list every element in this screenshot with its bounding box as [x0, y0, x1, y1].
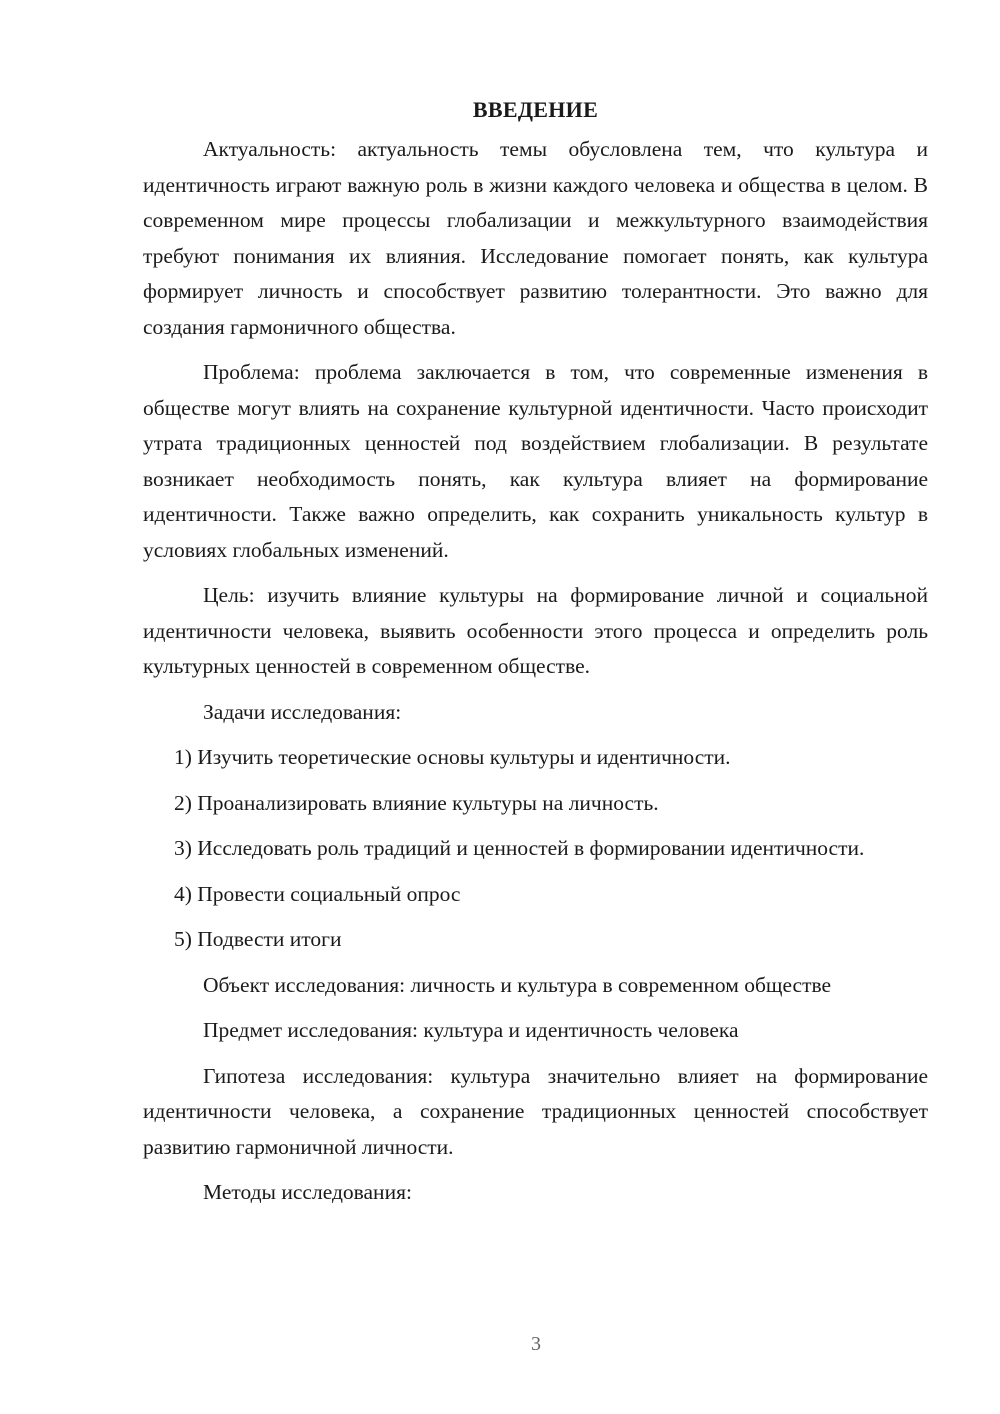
task-item-4: 4) Провести социальный опрос: [174, 881, 461, 906]
document-page: [143, 92, 928, 1221]
tasks-heading: Задачи исследования:: [203, 699, 402, 724]
task-item-2: 2) Проанализировать влияние культуры на личность.: [174, 790, 659, 815]
task-item-3: 3) Исследовать роль традиций и ценностей в формировании идентичности.: [174, 836, 865, 860]
task-item-1: 1) Изучить теоретические основы культуры и идентичности.: [174, 745, 731, 769]
relevance-paragraph: Актуальность: актуальность темы обусловлена тем, что культура и идентичность играют важную роль в жизни каждого человека и общества в целом. В современном мире процессы глобализации и межкультурного взаимодействия требуют понимания их влияния. Исследование помогает понять, как культура формирует личность и способствует развитию толерантности. Это важно для создания гармоничного общества.: [143, 137, 928, 339]
page-number: 3: [531, 1333, 541, 1355]
goal-paragraph: Цель: изучить влияние культуры на формирование личной и социальной идентичности человека, выявить особенности этого процесса и определить роль культурных ценностей в современном обществе.: [143, 583, 928, 678]
hypothesis-paragraph: Гипотеза исследования: культура значительно влияет на формирование идентичности человека, а сохранение традиционных ценностей способствует развитию гармоничной личности.: [143, 1063, 928, 1159]
task-item-5: 5) Подвести итоги: [174, 927, 342, 951]
section-title: ВВЕДЕНИЕ: [472, 97, 599, 122]
tasks-list: [143, 740, 928, 958]
subject-paragraph: Предмет исследования: культура и идентичность человека: [203, 1018, 739, 1042]
methods-heading: Методы исследования:: [203, 1180, 412, 1204]
problem-paragraph: Проблема: проблема заключается в том, что современные изменения в обществе могут влиять на сохранение культурной идентичности. Часто происходит утрата традиционных ценностей под воздействием глобализации. В результате возникает необходимость понять, как культура влияет на формирование идентичности. Также важно определить, как сохранить уникальность культур в условиях глобальных изменений.: [143, 360, 928, 562]
object-paragraph: Объект исследования: личность и культура в современном обществе: [203, 972, 832, 997]
